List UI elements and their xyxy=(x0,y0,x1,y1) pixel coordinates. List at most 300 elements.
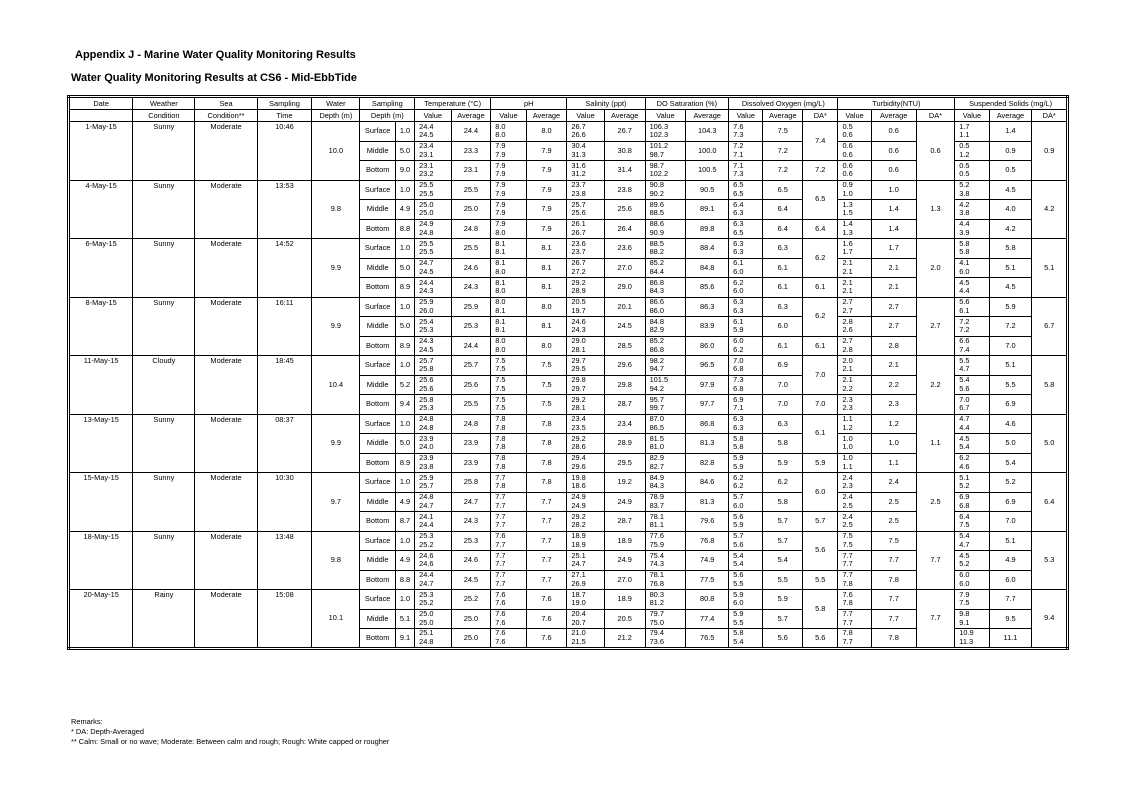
cell-ph-average: 7.8 xyxy=(526,473,567,493)
cell-ph-average: 7.8 xyxy=(526,434,567,454)
cell-temp-average: 25.5 xyxy=(451,180,491,200)
cell-ss-value-2: 5.8 xyxy=(959,247,970,257)
cell-sal-average: 21.2 xyxy=(604,629,645,649)
cell-date: 13-May-15 xyxy=(69,414,133,473)
cell-turb-value xyxy=(838,317,871,337)
cell-ss-value xyxy=(955,161,989,181)
cell-do-value-1: 5.6 xyxy=(733,511,744,521)
cell-turb-da: 2.2 xyxy=(916,356,955,415)
cell-sal-value-2: 23.8 xyxy=(571,188,586,198)
cell-temp-average: 25.8 xyxy=(451,473,491,493)
cell-time: 13:53 xyxy=(257,180,312,239)
cell-turb-value-1: 0.5 xyxy=(842,121,853,131)
cell-ss-value xyxy=(955,375,989,395)
cell-turb-value-2: 0.6 xyxy=(842,149,853,159)
cell-dos-average: 81.3 xyxy=(686,434,729,454)
cell-level-name: Surface xyxy=(360,531,395,551)
cell-dos-value-2: 75.0 xyxy=(649,617,664,627)
cell-temp-average: 25.3 xyxy=(451,317,491,337)
cell-ph-average: 7.5 xyxy=(526,356,567,376)
cell-temp-value-1: 25.1 xyxy=(419,628,434,638)
cell-ph-value-2: 8.0 xyxy=(495,130,506,140)
cell-level-name: Middle xyxy=(360,551,395,571)
cell-do-average: 6.1 xyxy=(763,278,803,298)
cell-sal-value-2: 24.7 xyxy=(571,559,586,569)
cell-sal-value-1: 19.8 xyxy=(571,472,586,482)
cell-turb-value-1: 2.1 xyxy=(842,375,853,385)
cell-level-depth: 1.0 xyxy=(395,239,414,259)
cell-water-depth: 9.9 xyxy=(312,239,360,298)
cell-turb-average: 7.8 xyxy=(871,570,916,590)
cell-sal-average: 23.8 xyxy=(604,180,645,200)
cell-ph-value-1: 7.7 xyxy=(495,570,506,580)
cell-level-depth: 5.1 xyxy=(395,609,414,629)
cell-ss-value-2: 4.6 xyxy=(959,461,970,471)
cell-turb-value-1: 0.6 xyxy=(842,160,853,170)
cell-sal-value xyxy=(567,297,605,317)
cell-water-depth: 10.1 xyxy=(312,590,360,649)
cell-ph-value-1: 7.8 xyxy=(495,433,506,443)
cell-turb-value xyxy=(838,336,871,356)
cell-ss-value xyxy=(955,512,989,532)
cell-do-value xyxy=(729,395,763,415)
cell-do-value-2: 5.4 xyxy=(733,636,744,646)
cell-level-depth: 9.4 xyxy=(395,395,414,415)
cell-turb-value-1: 1.3 xyxy=(842,199,853,209)
cell-dos-value xyxy=(645,414,686,434)
cell-level-depth: 9.0 xyxy=(395,161,414,181)
cell-do-average: 6.2 xyxy=(763,473,803,493)
header-salinity: Salinity (ppt) xyxy=(567,97,645,110)
cell-sal-value-2: 26.7 xyxy=(571,227,586,237)
header-turb-average: Average xyxy=(871,110,916,122)
cell-level-depth: 1.0 xyxy=(395,180,414,200)
cell-dos-value xyxy=(645,473,686,493)
cell-ph-value-1: 7.9 xyxy=(495,199,506,209)
cell-ss-value xyxy=(955,258,989,278)
water-quality-table xyxy=(67,95,1069,650)
cell-dos-average: 86.3 xyxy=(686,297,729,317)
cell-do-value xyxy=(729,278,763,298)
cell-temp-value xyxy=(415,414,451,434)
cell-do-average: 5.9 xyxy=(763,453,803,473)
cell-ph-average: 7.9 xyxy=(526,200,567,220)
cell-turb-value-1: 7.6 xyxy=(842,589,853,599)
cell-temp-value xyxy=(415,629,451,649)
cell-ph-value xyxy=(491,297,526,317)
cell-sal-value-2: 29.7 xyxy=(571,383,586,393)
cell-sal-value xyxy=(567,200,605,220)
cell-do-value xyxy=(729,453,763,473)
cell-sal-average: 23.4 xyxy=(604,414,645,434)
cell-turb-da: 0.6 xyxy=(916,122,955,181)
cell-turb-value xyxy=(838,473,871,493)
cell-do-average: 6.4 xyxy=(763,200,803,220)
cell-turb-value xyxy=(838,219,871,239)
cell-turb-value-2: 2.8 xyxy=(842,344,853,354)
cell-turb-value-1: 1.0 xyxy=(842,433,853,443)
cell-turb-average: 7.7 xyxy=(871,609,916,629)
cell-turb-value xyxy=(838,161,871,181)
cell-dos-value-1: 78.1 xyxy=(649,511,664,521)
cell-time: 18:45 xyxy=(257,356,312,415)
cell-do-value-1: 6.2 xyxy=(733,277,744,287)
cell-time: 13:48 xyxy=(257,531,312,590)
cell-dos-value xyxy=(645,239,686,259)
cell-ss-average: 5.9 xyxy=(989,297,1032,317)
cell-sal-value-2: 28.2 xyxy=(571,520,586,530)
cell-sea: Moderate xyxy=(195,473,257,532)
header-turbidity: Turbidity(NTU) xyxy=(838,97,955,110)
cell-ss-value-2: 6.7 xyxy=(959,403,970,413)
cell-ss-da: 5.1 xyxy=(1032,239,1068,298)
cell-do-da-bottom: 6.4 xyxy=(803,219,838,239)
header-water-depth: Water xyxy=(312,97,360,110)
cell-turb-value xyxy=(838,629,871,649)
cell-ss-value xyxy=(955,609,989,629)
cell-sal-value-1: 24.9 xyxy=(571,492,586,502)
cell-level-name: Middle xyxy=(360,317,395,337)
cell-do-average: 6.1 xyxy=(763,258,803,278)
cell-do-value xyxy=(729,180,763,200)
cell-sal-value xyxy=(567,219,605,239)
cell-temp-value xyxy=(415,356,451,376)
cell-temp-average: 24.3 xyxy=(451,278,491,298)
cell-turb-value xyxy=(838,141,871,161)
cell-do-average: 6.4 xyxy=(763,219,803,239)
cell-ss-value-1: 4.5 xyxy=(959,550,970,560)
cell-temp-value xyxy=(415,609,451,629)
cell-do-value-1: 6.5 xyxy=(733,180,744,190)
cell-turb-value-1: 7.8 xyxy=(842,628,853,638)
cell-temp-average: 24.6 xyxy=(451,258,491,278)
cell-date: 15-May-15 xyxy=(69,473,133,532)
cell-ph-value-1: 7.5 xyxy=(495,355,506,365)
cell-temp-value xyxy=(415,219,451,239)
cell-sal-value xyxy=(567,278,605,298)
cell-dos-value-2: 86.8 xyxy=(649,344,664,354)
cell-ss-value xyxy=(955,395,989,415)
cell-do-value-2: 5.5 xyxy=(733,578,744,588)
cell-dos-value-2: 88.2 xyxy=(649,247,664,257)
cell-dos-value-1: 101.5 xyxy=(649,375,669,385)
cell-temp-average: 24.4 xyxy=(451,336,491,356)
cell-temp-value-2: 25.0 xyxy=(419,617,434,627)
cell-sal-value-1: 26.1 xyxy=(571,219,586,229)
cell-do-da-bottom: 5.7 xyxy=(803,512,838,532)
cell-temp-value xyxy=(415,317,451,337)
cell-ph-value xyxy=(491,200,526,220)
cell-ss-average: 5.1 xyxy=(989,531,1032,551)
cell-turb-average: 7.7 xyxy=(871,590,916,610)
cell-ph-value xyxy=(491,531,526,551)
cell-do-value-2: 6.3 xyxy=(733,422,744,432)
cell-dos-value-1: 75.4 xyxy=(649,550,664,560)
cell-dos-value-2: 81.0 xyxy=(649,442,664,452)
header-time-sub: Time xyxy=(257,110,312,122)
cell-level-name: Middle xyxy=(360,200,395,220)
cell-turb-average: 7.7 xyxy=(871,551,916,571)
cell-ss-value-1: 6.0 xyxy=(959,570,970,580)
cell-level-name: Middle xyxy=(360,609,395,629)
cell-temp-average: 23.9 xyxy=(451,453,491,473)
cell-do-da-bottom: 5.5 xyxy=(803,570,838,590)
cell-do-value-2: 6.3 xyxy=(733,305,744,315)
remark-line-calm: ** Calm: Small or no wave; Moderate: Between calm and rough; Rough: White capped or rougher xyxy=(71,737,390,746)
cell-sal-average: 25.6 xyxy=(604,200,645,220)
cell-do-average: 5.7 xyxy=(763,531,803,551)
cell-ph-value-2: 7.7 xyxy=(495,539,506,549)
cell-temp-value-2: 23.8 xyxy=(419,461,434,471)
cell-do-value-1: 5.9 xyxy=(733,589,744,599)
cell-turb-value-2: 1.2 xyxy=(842,422,853,432)
cell-turb-value-2: 2.1 xyxy=(842,286,853,296)
cell-turb-value-2: 0.6 xyxy=(842,130,853,140)
cell-ss-value-1: 6.9 xyxy=(959,492,970,502)
header-temp-value: Value xyxy=(415,110,451,122)
cell-do-da: 5.6 xyxy=(803,531,838,570)
cell-ss-value-1: 10.9 xyxy=(959,628,974,638)
cell-sea: Moderate xyxy=(195,122,257,181)
cell-turb-value xyxy=(838,453,871,473)
cell-dos-average: 84.8 xyxy=(686,258,729,278)
cell-level-name: Surface xyxy=(360,180,395,200)
cell-level-depth: 4.9 xyxy=(395,551,414,571)
cell-time: 15:08 xyxy=(257,590,312,649)
cell-dos-value-1: 77.6 xyxy=(649,531,664,541)
cell-turb-value-2: 0.6 xyxy=(842,169,853,179)
cell-ph-value-2: 8.0 xyxy=(495,344,506,354)
cell-ph-value-1: 8.0 xyxy=(495,297,506,307)
cell-ph-value-1: 8.0 xyxy=(495,121,506,131)
cell-do-da-bottom: 5.6 xyxy=(803,629,838,649)
header-date: Date xyxy=(69,97,133,110)
cell-sal-value-2: 21.5 xyxy=(571,636,586,646)
cell-sal-value xyxy=(567,258,605,278)
cell-sal-average: 28.9 xyxy=(604,434,645,454)
cell-level-depth: 1.0 xyxy=(395,297,414,317)
cell-temp-value-1: 25.9 xyxy=(419,297,434,307)
cell-ph-value-2: 7.8 xyxy=(495,442,506,452)
cell-do-average: 6.9 xyxy=(763,356,803,376)
cell-dos-value-1: 80.3 xyxy=(649,589,664,599)
cell-ph-value-1: 7.9 xyxy=(495,141,506,151)
cell-ss-value xyxy=(955,122,989,142)
remarks xyxy=(71,717,389,747)
cell-turb-da: 2.5 xyxy=(916,473,955,532)
cell-do-average: 6.3 xyxy=(763,297,803,317)
cell-ph-value-1: 7.8 xyxy=(495,414,506,424)
cell-dos-value xyxy=(645,629,686,649)
cell-turb-value xyxy=(838,551,871,571)
cell-dos-average: 77.5 xyxy=(686,570,729,590)
cell-sal-value-1: 24.6 xyxy=(571,316,586,326)
cell-sal-average: 31.4 xyxy=(604,161,645,181)
cell-dos-value xyxy=(645,590,686,610)
cell-ph-value xyxy=(491,278,526,298)
table-body xyxy=(69,122,1068,649)
cell-ph-value-1: 7.8 xyxy=(495,453,506,463)
cell-ss-value-2: 5.6 xyxy=(959,383,970,393)
cell-ph-value-1: 7.5 xyxy=(495,375,506,385)
cell-do-value xyxy=(729,570,763,590)
cell-temp-value-1: 23.4 xyxy=(419,141,434,151)
cell-weather: Sunny xyxy=(133,122,195,181)
cell-weather: Sunny xyxy=(133,180,195,239)
cell-ss-average: 5.8 xyxy=(989,239,1032,259)
cell-sal-value xyxy=(567,570,605,590)
cell-turb-value-1: 0.9 xyxy=(842,180,853,190)
header-sampling-depth-sub: Depth (m) xyxy=(360,110,415,122)
cell-sal-average: 27.0 xyxy=(604,570,645,590)
cell-ph-value xyxy=(491,590,526,610)
cell-ph-average: 7.9 xyxy=(526,161,567,181)
cell-dos-average: 86.8 xyxy=(686,414,729,434)
cell-ss-value-2: 7.5 xyxy=(959,520,970,530)
cell-turb-value-1: 2.4 xyxy=(842,472,853,482)
cell-level-name: Bottom xyxy=(360,629,395,649)
cell-do-value-1: 5.8 xyxy=(733,433,744,443)
cell-ss-value-2: 0.5 xyxy=(959,169,970,179)
cell-do-average: 7.5 xyxy=(763,122,803,142)
cell-sal-value-1: 23.6 xyxy=(571,238,586,248)
cell-dos-value-1: 98.2 xyxy=(649,355,664,365)
cell-ss-value xyxy=(955,200,989,220)
cell-ss-average: 11.1 xyxy=(989,629,1032,649)
cell-turb-value xyxy=(838,180,871,200)
cell-ss-value-2: 6.0 xyxy=(959,266,970,276)
cell-temp-value-2: 24.3 xyxy=(419,286,434,296)
cell-do-value-2: 6.0 xyxy=(733,286,744,296)
cell-ph-value-2: 7.5 xyxy=(495,364,506,374)
cell-sal-value xyxy=(567,141,605,161)
header-sampling-time: Sampling xyxy=(257,97,312,110)
cell-do-value-2: 5.8 xyxy=(733,442,744,452)
cell-turb-value-2: 1.5 xyxy=(842,208,853,218)
cell-ss-average: 7.2 xyxy=(989,317,1032,337)
cell-weather: Sunny xyxy=(133,414,195,473)
cell-do-value xyxy=(729,473,763,493)
cell-sal-value-2: 19.0 xyxy=(571,598,586,608)
cell-sal-value-1: 25.1 xyxy=(571,550,586,560)
cell-do-value-1: 6.3 xyxy=(733,297,744,307)
cell-temp-value-1: 23.9 xyxy=(419,453,434,463)
cell-ph-value xyxy=(491,414,526,434)
cell-ph-value xyxy=(491,375,526,395)
cell-ss-value-2: 4.4 xyxy=(959,422,970,432)
cell-ss-value-2: 1.1 xyxy=(959,130,970,140)
cell-do-value-2: 6.5 xyxy=(733,188,744,198)
cell-level-name: Bottom xyxy=(360,219,395,239)
cell-turb-value-1: 7.7 xyxy=(842,550,853,560)
cell-sal-value-1: 23.4 xyxy=(571,414,586,424)
cell-ss-value xyxy=(955,297,989,317)
cell-ss-value-2: 4.7 xyxy=(959,364,970,374)
cell-turb-average: 2.5 xyxy=(871,512,916,532)
cell-level-depth: 5.0 xyxy=(395,317,414,337)
cell-level-depth: 8.8 xyxy=(395,219,414,239)
cell-level-depth: 8.9 xyxy=(395,278,414,298)
cell-turb-average: 2.1 xyxy=(871,356,916,376)
cell-temp-value xyxy=(415,512,451,532)
cell-ss-value-1: 6.6 xyxy=(959,336,970,346)
cell-ph-value-2: 7.7 xyxy=(495,559,506,569)
cell-do-value-1: 7.2 xyxy=(733,141,744,151)
cell-ph-average: 8.0 xyxy=(526,122,567,142)
cell-ph-value-1: 7.5 xyxy=(495,394,506,404)
cell-turb-average: 0.6 xyxy=(871,122,916,142)
cell-sea: Moderate xyxy=(195,297,257,356)
header-suspended-solids: Suspended Solids (mg/L) xyxy=(955,97,1068,110)
cell-sea: Moderate xyxy=(195,414,257,473)
cell-level-name: Bottom xyxy=(360,570,395,590)
cell-temp-average: 25.9 xyxy=(451,297,491,317)
cell-sal-value-2: 20.7 xyxy=(571,617,586,627)
cell-temp-value-2: 24.5 xyxy=(419,266,434,276)
cell-sal-value-2: 18.9 xyxy=(571,539,586,549)
cell-dos-value xyxy=(645,219,686,239)
cell-turb-value-2: 1.3 xyxy=(842,227,853,237)
cell-weather: Cloudy xyxy=(133,356,195,415)
cell-do-average: 5.8 xyxy=(763,492,803,512)
cell-dos-average: 74.9 xyxy=(686,551,729,571)
cell-dos-average: 85.6 xyxy=(686,278,729,298)
cell-level-name: Bottom xyxy=(360,336,395,356)
cell-ss-value-1: 5.4 xyxy=(959,375,970,385)
cell-dos-value xyxy=(645,336,686,356)
cell-do-value-1: 6.1 xyxy=(733,258,744,268)
cell-do-value-1: 6.3 xyxy=(733,238,744,248)
cell-ss-value xyxy=(955,453,989,473)
cell-ss-average: 4.5 xyxy=(989,278,1032,298)
cell-ph-value-2: 8.0 xyxy=(495,286,506,296)
cell-dos-value xyxy=(645,297,686,317)
cell-ss-value-2: 5.2 xyxy=(959,481,970,491)
cell-level-name: Surface xyxy=(360,122,395,142)
cell-do-average: 5.7 xyxy=(763,512,803,532)
cell-temp-value-1: 25.7 xyxy=(419,355,434,365)
cell-temp-value-1: 24.9 xyxy=(419,219,434,229)
cell-turb-average: 1.0 xyxy=(871,180,916,200)
cell-dos-value xyxy=(645,551,686,571)
cell-turb-value-2: 2.5 xyxy=(842,500,853,510)
cell-turb-value xyxy=(838,200,871,220)
cell-dos-value-2: 76.8 xyxy=(649,578,664,588)
cell-ph-average: 7.9 xyxy=(526,219,567,239)
cell-do-value-2: 6.2 xyxy=(733,344,744,354)
cell-level-name: Middle xyxy=(360,375,395,395)
cell-sal-value-2: 29.6 xyxy=(571,461,586,471)
cell-turb-value-1: 2.0 xyxy=(842,355,853,365)
cell-dos-value-2: 94.2 xyxy=(649,383,664,393)
cell-sal-value-2: 26.9 xyxy=(571,578,586,588)
cell-dos-value xyxy=(645,609,686,629)
cell-sal-value-2: 28.1 xyxy=(571,403,586,413)
cell-ss-value-1: 4.7 xyxy=(959,414,970,424)
cell-date: 20-May-15 xyxy=(69,590,133,649)
cell-water-depth: 10.4 xyxy=(312,356,360,415)
cell-date: 4-May-15 xyxy=(69,180,133,239)
cell-sal-value-2: 26.6 xyxy=(571,130,586,140)
cell-weather: Sunny xyxy=(133,239,195,298)
cell-ph-value xyxy=(491,629,526,649)
cell-ss-value-2: 5.4 xyxy=(959,442,970,452)
cell-temp-value-1: 24.6 xyxy=(419,550,434,560)
header-turb-da: DA* xyxy=(916,110,955,122)
cell-ph-value-1: 7.9 xyxy=(495,219,506,229)
cell-do-value-2: 5.6 xyxy=(733,539,744,549)
cell-do-value-1: 6.0 xyxy=(733,336,744,346)
